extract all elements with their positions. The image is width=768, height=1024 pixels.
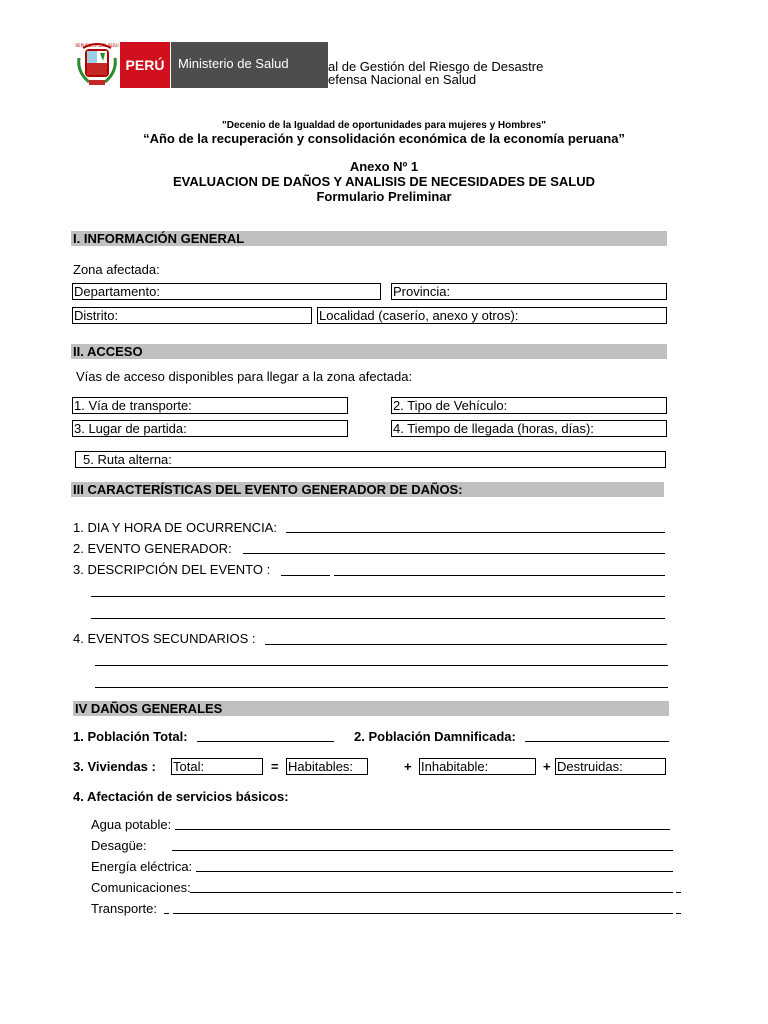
tipo-vehiculo-field[interactable]: 2. Tipo de Vehículo:	[391, 397, 667, 414]
agua-potable-line[interactable]	[175, 829, 670, 830]
provincia-field[interactable]: Provincia:	[391, 283, 667, 300]
plus-sign-1: +	[404, 759, 412, 774]
section-2-heading: II. ACCESO	[71, 344, 667, 359]
ocurrencia-label: 1. DIA Y HORA DE OCURRENCIA:	[73, 520, 277, 535]
anio-title: “Año de la recuperación y consolidación económica de la economía peruana”	[143, 131, 625, 146]
ruta-alterna-label: 5. Ruta alterna:	[83, 452, 172, 467]
header-logo	[75, 42, 328, 88]
transporte-line-lead	[164, 913, 169, 914]
viviendas-destruidas-field[interactable]: Destruidas:	[555, 758, 666, 775]
descripcion-evento-label: 3. DESCRIPCIÓN DEL EVENTO :	[73, 562, 271, 577]
viviendas-label: 3. Viviendas :	[73, 759, 156, 774]
eventos-secundarios-line-3[interactable]	[95, 687, 668, 688]
decenio-title: "Decenio de la Igualdad de oportunidades para mujeres y Hombres"	[221, 120, 546, 131]
svg-text:REPUBLICA DEL PERU: REPUBLICA DEL PERU	[75, 43, 119, 48]
transporte-line[interactable]	[173, 913, 673, 914]
transporte-line-tail	[676, 913, 681, 914]
tiempo-llegada-field[interactable]: 4. Tiempo de llegada (horas, días):	[391, 420, 667, 437]
viviendas-total-field[interactable]: Total:	[171, 758, 263, 775]
descripcion-line-2[interactable]	[91, 596, 665, 597]
agua-potable-label: Agua potable:	[91, 817, 172, 832]
evento-generador-line[interactable]	[243, 553, 665, 554]
via-transporte-field[interactable]: 1. Vía de transporte:	[72, 397, 348, 414]
distrito-field[interactable]: Distrito:	[72, 307, 312, 324]
peru-badge	[120, 42, 170, 88]
afectacion-label: 4. Afectación de servicios básicos:	[73, 789, 289, 804]
anexo-title: Anexo Nº 1	[349, 159, 419, 174]
poblacion-total-line[interactable]	[197, 741, 334, 742]
zona-afectada-label: Zona afectada:	[73, 262, 160, 277]
ocurrencia-line[interactable]	[286, 532, 665, 533]
ministry-label: Ministerio de Salud	[178, 56, 289, 71]
descripcion-line-1[interactable]	[334, 575, 665, 576]
poblacion-damnificada-label: 2. Población Damnificada:	[354, 729, 516, 744]
ministry-badge	[171, 42, 328, 88]
office-line-1: al de Gestión del Riesgo de Desastre	[328, 59, 544, 74]
equals-sign: =	[271, 759, 279, 774]
comunicaciones-label: Comunicaciones:	[91, 880, 191, 895]
section-3-heading: III CARACTERÍSTICAS DEL EVENTO GENERADOR DE DAÑOS:	[71, 482, 664, 497]
evaluacion-title: EVALUACION DE DAÑOS Y ANALISIS DE NECESIDADES DE SALUD	[172, 174, 596, 189]
descripcion-line-3[interactable]	[91, 618, 665, 619]
office-line-2: efensa Nacional en Salud	[328, 72, 477, 87]
viviendas-habitables-field[interactable]: Habitables:	[286, 758, 368, 775]
viviendas-inhabitable-field[interactable]: Inhabitable:	[419, 758, 536, 775]
ruta-alterna-field[interactable]	[75, 451, 666, 468]
peru-label: PERÚ	[125, 57, 165, 73]
energia-electrica-line[interactable]	[196, 871, 673, 872]
energia-electrica-label: Energía eléctrica:	[91, 859, 193, 874]
poblacion-damnificada-line[interactable]	[525, 741, 669, 742]
comunicaciones-line-tail	[676, 892, 681, 893]
formulario-title: Formulario Preliminar	[316, 189, 452, 204]
eventos-secundarios-label: 4. EVENTOS SECUNDARIOS :	[73, 631, 256, 646]
lugar-partida-field[interactable]: 3. Lugar de partida:	[72, 420, 348, 437]
section-4-heading: IV DAÑOS GENERALES	[73, 701, 669, 716]
evento-generador-label: 2. EVENTO GENERADOR:	[73, 541, 232, 556]
desague-label: Desagüe:	[91, 838, 147, 853]
section-1-heading: I. INFORMACIÓN GENERAL	[71, 231, 667, 246]
descripcion-line-short[interactable]	[281, 575, 330, 576]
comunicaciones-line[interactable]	[190, 892, 673, 893]
coat-of-arms-icon	[75, 42, 119, 88]
desague-line[interactable]	[172, 850, 673, 851]
eventos-secundarios-line-2[interactable]	[95, 665, 668, 666]
plus-sign-2: +	[543, 759, 551, 774]
vias-acceso-label: Vías de acceso disponibles para llegar a la zona afectada:	[76, 369, 413, 384]
transporte-label: Transporte:	[91, 901, 157, 916]
departamento-field[interactable]: Departamento:	[72, 283, 381, 300]
localidad-field[interactable]: Localidad (caserío, anexo y otros):	[317, 307, 667, 324]
eventos-secundarios-line-1[interactable]	[265, 644, 667, 645]
poblacion-total-label: 1. Población Total:	[73, 729, 188, 744]
